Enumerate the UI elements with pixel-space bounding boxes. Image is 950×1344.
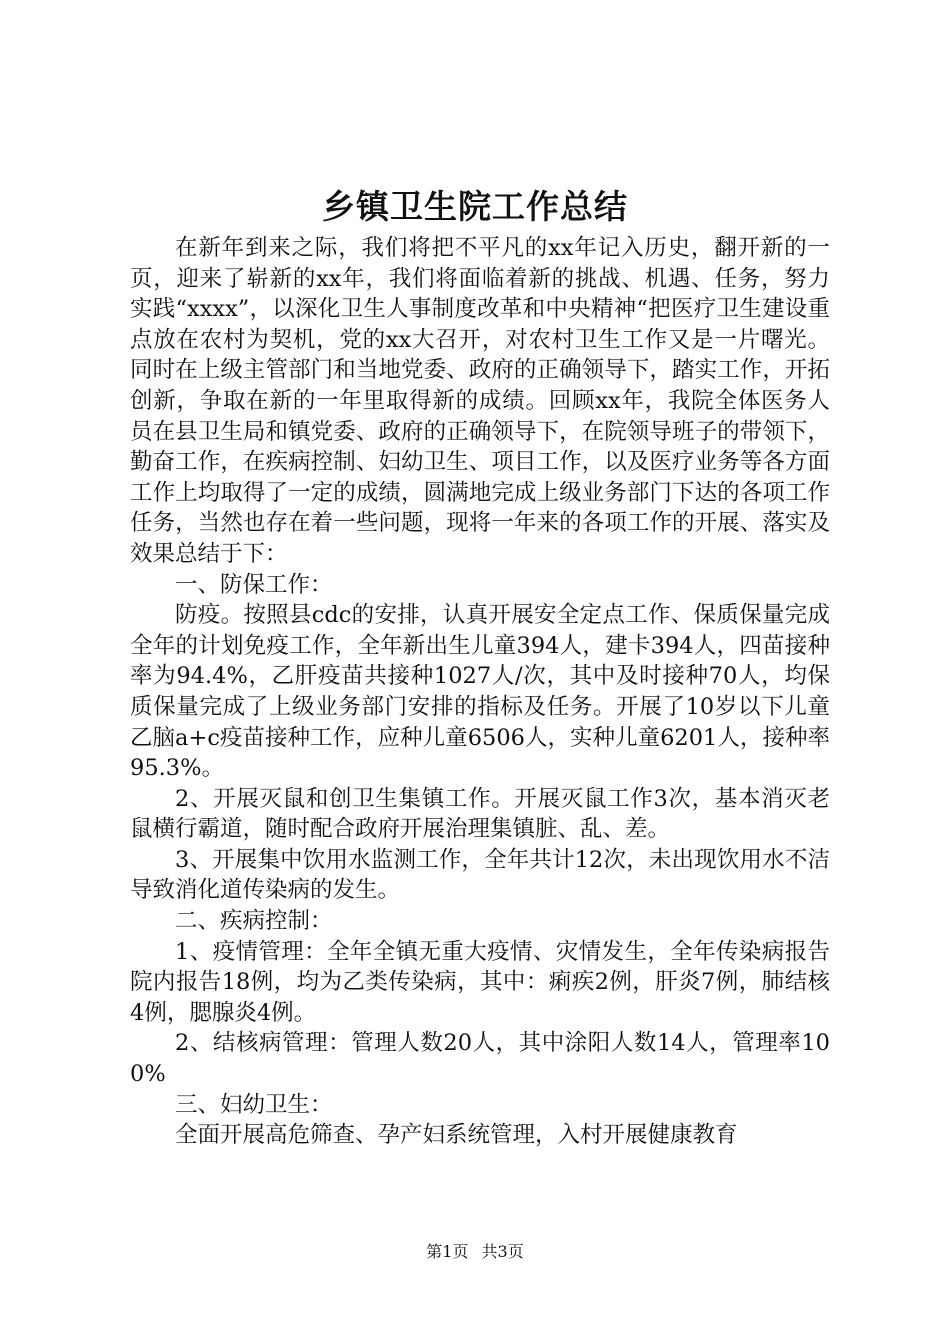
section-heading-prevention: 一、防保工作： — [175, 571, 333, 598]
section-heading-maternal-child: 三、妇幼卫生： — [175, 1091, 333, 1118]
page-footer — [0, 1240, 950, 1264]
document-body — [130, 233, 830, 1151]
page-number-current: 第1页 — [426, 1242, 469, 1261]
document-title: 乡镇卫生院工作总结 — [322, 187, 628, 226]
paragraph-epidemic-management: 1、疫情管理：全年全镇无重大疫情、灾情发生，全年传染病报告院内报告18例，均为乙类传染病，其中：痢疾2例，肝炎7例，肺结核4例，腮腺炎4例。 — [130, 938, 830, 1026]
paragraph-water-monitoring: 3、开展集中饮用水监测工作，全年共计12次，未出现饮用水不洁导致消化道传染病的发生。 — [130, 846, 830, 904]
paragraph-tb-management: 2、结核病管理：管理人数20人，其中涂阳人数14人，管理率100% — [130, 1030, 830, 1088]
section-heading-disease-control: 二、疾病控制： — [175, 908, 333, 935]
paragraph-immunization: 防疫。按照县cdc的安排，认真开展安全定点工作、保质保量完成全年的计划免疫工作，全年新出生儿童394人，建卡394人，四苗接种率为94.4%，乙肝疫苗共接种1027人/次，其中及时接种70人，均保质保量完成了上级业务部门安排的指标及任务。开展了10岁以下儿童乙脑a+c疫苗接种工作，应种儿童6506人，实种儿童6201人，接种率95.3%。 — [130, 602, 830, 782]
paragraph-intro: 在新年到来之际，我们将把不平凡的xx年记入历史，翻开新的一页，迎来了崭新的xx年，我们将面临着新的挑战、机遇、任务，努力实践“xxxx”，以深化卫生人事制度改革和中央精神“把医疗卫生建设重点放在农村为契机，党的xx大召开，对农村卫生工作又是一片曙光。同时在上级主管部门和当地党委、政府的正确领导下，踏实工作，开拓创新，争取在新的一年里取得新的成绩。回顾xx年，我院全体医务人员在县卫生局和镇党委、政府的正确领导下，在院领导班子的带领下，勤奋工作，在疾病控制、妇幼卫生、项目工作，以及医疗业务等各方面工作上均取得了一定的成绩，圆满地完成上级业务部门下达的各项工作任务，当然也存在着一些问题，现将一年来的各项工作的开展、落实及效果总结于下： — [130, 235, 830, 567]
paragraph-rodent-control: 2、开展灭鼠和创卫生集镇工作。开展灭鼠工作3次，基本消灭老鼠横行霸道，随时配合政府开展治理集镇脏、乱、差。 — [130, 785, 830, 843]
page-number-total: 共3页 — [481, 1242, 524, 1261]
paragraph-maternal-screening: 全面开展高危筛查、孕产妇系统管理，入村开展健康教育 — [175, 1122, 738, 1149]
